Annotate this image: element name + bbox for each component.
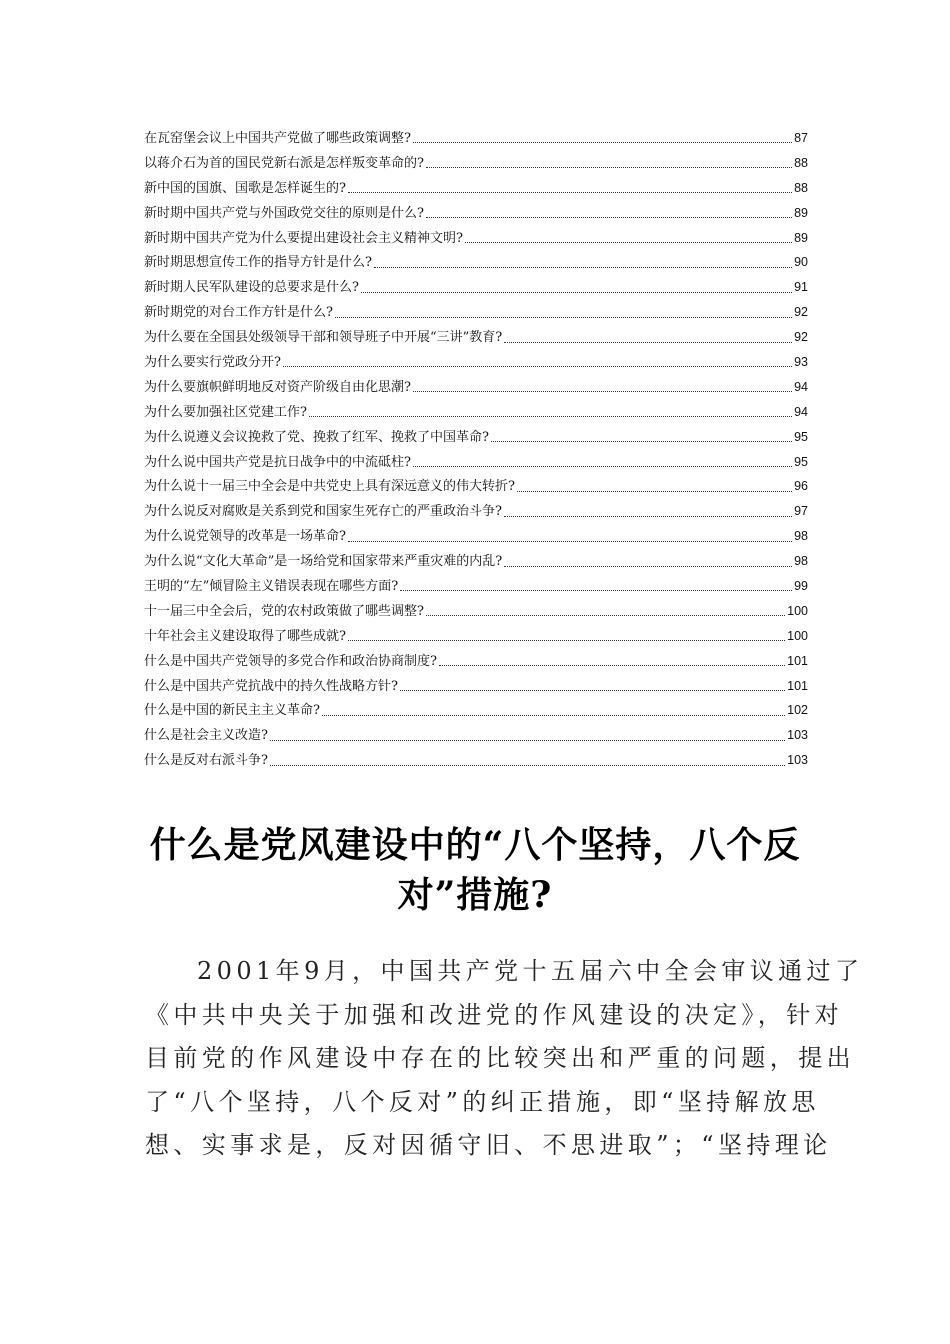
toc-entry-title: 什么是反对右派斗争? xyxy=(144,753,268,769)
toc-leader-dots xyxy=(374,266,792,268)
toc-entry-page-number: 100 xyxy=(787,628,808,643)
toc-entry-page-number: 89 xyxy=(794,230,808,245)
toc-leader-dots xyxy=(426,614,785,616)
toc-leader-dots xyxy=(322,714,785,716)
toc-entry[interactable] xyxy=(144,350,808,375)
toc-leader-dots xyxy=(270,739,785,741)
toc-entry-page-number: 90 xyxy=(794,255,808,270)
toc-leader-dots xyxy=(335,316,792,318)
toc-leader-dots xyxy=(413,141,792,143)
toc-entry-title: 新中国的国旗、国歌是怎样诞生的? xyxy=(144,180,346,196)
toc-entry[interactable] xyxy=(144,499,808,524)
toc-entry[interactable] xyxy=(144,524,808,549)
toc-entry-page-number: 103 xyxy=(787,753,808,768)
toc-entry[interactable] xyxy=(144,275,808,300)
body-line: 了“八个坚持，八个反对”的纠正措施，即“坚持解放思 xyxy=(145,1087,820,1116)
heading-line-2: 对”措施? xyxy=(397,874,553,916)
toc-entry-title: 以蒋介石为首的国民党新右派是怎样叛变革命的? xyxy=(144,155,424,171)
toc-entry-title: 新时期人民军队建设的总要求是什么? xyxy=(144,280,359,296)
toc-entry-page-number: 101 xyxy=(787,653,808,668)
toc-leader-dots xyxy=(309,415,792,417)
toc-entry-page-number: 88 xyxy=(794,180,808,195)
toc-leader-dots xyxy=(426,166,792,168)
toc-entry-title: 为什么说中国共产党是抗日战争中的中流砥柱? xyxy=(144,454,411,470)
toc-entry[interactable] xyxy=(144,300,808,325)
toc-entry-page-number: 91 xyxy=(794,280,808,295)
toc-entry-page-number: 87 xyxy=(794,131,808,145)
body-line: 想、实事求是，反对因循守旧、不思进取”；“坚持理论 xyxy=(145,1131,832,1159)
toc-entry[interactable] xyxy=(144,450,808,475)
toc-entry-page-number: 98 xyxy=(794,554,808,569)
toc-entry[interactable] xyxy=(144,624,808,649)
toc-leader-dots xyxy=(348,639,785,641)
toc-entry-page-number: 95 xyxy=(794,454,808,469)
toc-entry[interactable] xyxy=(144,201,808,226)
toc-entry-title: 什么是中国共产党领导的多党合作和政治协商制度? xyxy=(144,653,437,669)
body-line: 《中共中央关于加强和改进党的作风建设的决定》，针对 xyxy=(145,1000,843,1029)
toc-entry[interactable] xyxy=(144,325,808,350)
toc-entry-title: 新时期中国共产党为什么要提出建设社会主义精神文明? xyxy=(144,230,463,246)
toc-leader-dots xyxy=(465,241,792,243)
toc-entry-page-number: 88 xyxy=(794,155,808,170)
toc-entry-title: 为什么说十一届三中全会是中共党史上具有深远意义的伟大转折? xyxy=(144,479,515,495)
toc-leader-dots xyxy=(270,764,785,766)
toc-entry[interactable] xyxy=(144,425,808,450)
toc-entry-title: 为什么说遵义会议挽救了党、挽救了红军、挽救了中国革命? xyxy=(144,429,489,445)
toc-entry[interactable] xyxy=(144,723,808,748)
toc-entry-page-number: 102 xyxy=(787,703,808,718)
toc-leader-dots xyxy=(504,341,792,343)
toc-entry[interactable] xyxy=(144,574,808,599)
toc-leader-dots xyxy=(283,365,792,367)
toc-entry[interactable] xyxy=(144,649,808,674)
body-line: 2001年9月，中国共产党十五届六中全会审议通过了 xyxy=(197,957,864,985)
toc-entry-page-number: 94 xyxy=(794,404,808,419)
toc-leader-dots xyxy=(439,664,785,666)
toc-leader-dots xyxy=(504,565,792,567)
toc-entry[interactable] xyxy=(144,698,808,723)
toc-leader-dots xyxy=(413,465,792,467)
toc-entry[interactable] xyxy=(144,674,808,699)
heading-line-1: 什么是党风建设中的“八个坚持，八个反 xyxy=(149,824,801,866)
toc-entry-page-number: 89 xyxy=(794,205,808,220)
table-of-contents xyxy=(144,126,808,773)
toc-entry-title: 什么是社会主义改造? xyxy=(144,728,268,744)
body-paragraph xyxy=(145,950,864,1168)
toc-entry[interactable] xyxy=(144,474,808,499)
toc-leader-dots xyxy=(517,490,792,492)
toc-entry-title: 为什么要在全国县处级领导干部和领导班子中开展“三讲”教育? xyxy=(144,330,503,346)
toc-entry-page-number: 92 xyxy=(794,330,808,345)
body-line: 目前党的作风建设中存在的比较突出和严重的问题，提出 xyxy=(145,1044,855,1072)
toc-entry-title: 什么是中国的新民主主义革命? xyxy=(144,703,320,719)
toc-leader-dots xyxy=(426,216,792,218)
toc-entry-title: 为什么要加强社区党建工作? xyxy=(144,404,307,420)
toc-entry-title: 新时期党的对台工作方针是什么? xyxy=(144,305,333,321)
toc-entry-page-number: 92 xyxy=(794,305,808,320)
toc-entry-page-number: 95 xyxy=(794,429,808,444)
toc-entry-page-number: 98 xyxy=(794,529,808,544)
toc-entry-title: 为什么说党领导的改革是一场革命? xyxy=(144,529,346,545)
toc-entry-page-number: 101 xyxy=(787,678,808,693)
toc-entry[interactable] xyxy=(144,226,808,251)
toc-entry[interactable] xyxy=(144,375,808,400)
toc-entry-title: 新时期思想宣传工作的指导方针是什么? xyxy=(144,255,372,271)
toc-entry[interactable] xyxy=(144,126,808,151)
toc-leader-dots xyxy=(361,291,792,293)
toc-entry-title: 为什么说“文化大革命”是一场给党和国家带来严重灾难的内乱? xyxy=(144,554,503,570)
toc-entry-page-number: 100 xyxy=(787,603,808,618)
toc-leader-dots xyxy=(348,191,792,193)
toc-entry-title: 什么是中国共产党抗战中的持久性战略方针? xyxy=(144,678,398,694)
toc-leader-dots xyxy=(348,540,792,542)
toc-entry[interactable] xyxy=(144,400,808,425)
toc-leader-dots xyxy=(400,689,785,691)
toc-entry-title: 为什么要实行党政分开? xyxy=(144,355,281,371)
toc-entry-page-number: 103 xyxy=(787,728,808,743)
toc-entry-title: 在瓦窑堡会议上中国共产党做了哪些政策调整? xyxy=(144,131,411,146)
toc-entry-page-number: 97 xyxy=(794,504,808,519)
toc-entry[interactable] xyxy=(144,599,808,624)
toc-entry-page-number: 93 xyxy=(794,355,808,370)
toc-entry-title: 为什么说反对腐败是关系到党和国家生死存亡的严重政治斗争? xyxy=(144,504,502,520)
toc-entry[interactable] xyxy=(144,250,808,275)
toc-entry[interactable] xyxy=(144,176,808,201)
toc-entry-title: 王明的“左”倾冒险主义错误表现在哪些方面? xyxy=(144,579,399,595)
section-heading xyxy=(120,820,830,920)
toc-leader-dots xyxy=(400,589,792,591)
toc-entry-title: 十一届三中全会后，党的农村政策做了哪些调整? xyxy=(144,603,424,619)
toc-entry-page-number: 96 xyxy=(794,479,808,494)
toc-leader-dots xyxy=(504,515,792,517)
toc-entry-title: 为什么要旗帜鲜明地反对资产阶级自由化思潮? xyxy=(144,379,411,395)
toc-entry-title: 十年社会主义建设取得了哪些成就? xyxy=(144,628,346,644)
toc-entry-title: 新时期中国共产党与外国政党交往的原则是什么? xyxy=(144,205,424,221)
toc-leader-dots xyxy=(413,390,792,392)
toc-entry-page-number: 99 xyxy=(794,579,808,594)
toc-entry[interactable] xyxy=(144,748,808,773)
toc-entry[interactable] xyxy=(144,151,808,176)
toc-leader-dots xyxy=(491,440,792,442)
toc-entry[interactable] xyxy=(144,549,808,574)
toc-entry-page-number: 94 xyxy=(794,379,808,394)
